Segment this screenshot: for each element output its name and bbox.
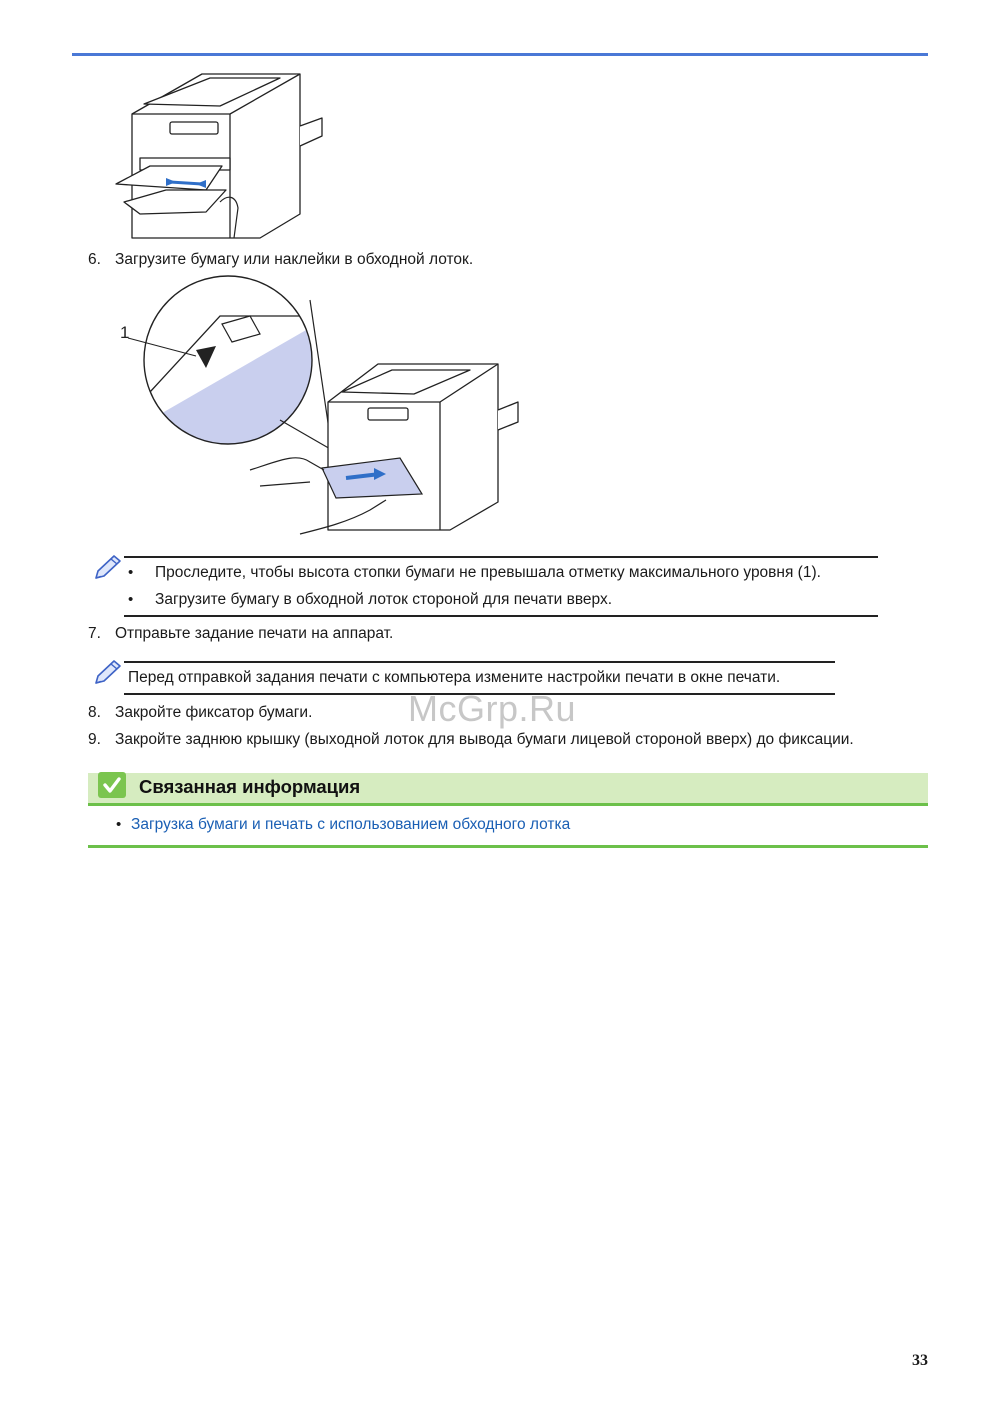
- note-2-text: Перед отправкой задания печати с компьютера измените настройки печати в окне печати.: [128, 669, 781, 686]
- bullet-dot: •: [128, 591, 134, 608]
- note-2-top-rule: [124, 661, 835, 663]
- step-6-text: Загрузите бумагу или наклейки в обходной лоток.: [115, 251, 474, 268]
- note-1-bullet-2: Загрузите бумагу в обходной лоток стороной для печати вверх.: [155, 591, 613, 608]
- bullet-dot: •: [128, 564, 134, 581]
- pencil-note-icon: [92, 552, 124, 582]
- bullet-dot: •: [116, 816, 122, 833]
- step-7-text: Отправьте задание печати на аппарат.: [115, 625, 394, 642]
- note-1-top-rule: [124, 556, 878, 558]
- header-rule: [72, 53, 928, 56]
- note-1: [124, 562, 878, 612]
- pencil-note-icon: [92, 657, 124, 687]
- related-info-title: Связанная информация: [139, 776, 361, 797]
- note-1-bullet-1: Проследите, чтобы высота стопки бумаги не превышала отметку максимального уровня (1).: [155, 564, 821, 581]
- callout-label: 1: [120, 323, 130, 342]
- watermark: McGrp.Ru: [408, 688, 577, 729]
- step-8-number: 8.: [88, 704, 101, 721]
- step-6-number: 6.: [88, 251, 101, 268]
- related-info-bottom-rule: [88, 845, 928, 848]
- page-number: 33: [912, 1352, 928, 1369]
- step-7-number: 7.: [88, 625, 101, 642]
- checkmark-icon: [98, 772, 126, 798]
- step-8-text: Закройте фиксатор бумаги.: [115, 704, 313, 721]
- note-1-bottom-rule: [124, 615, 878, 617]
- related-link-mp-tray[interactable]: Загрузка бумаги и печать с использованием обходного лотка: [131, 816, 571, 833]
- step-9-number: 9.: [88, 731, 101, 748]
- step-9-text: Закройте заднюю крышку (выходной лоток для вывода бумаги лицевой стороной вверх) до фиксации.: [115, 731, 854, 748]
- printer-illustration-tray-open: [110, 66, 330, 246]
- printer-illustration-load-paper: [110, 272, 540, 540]
